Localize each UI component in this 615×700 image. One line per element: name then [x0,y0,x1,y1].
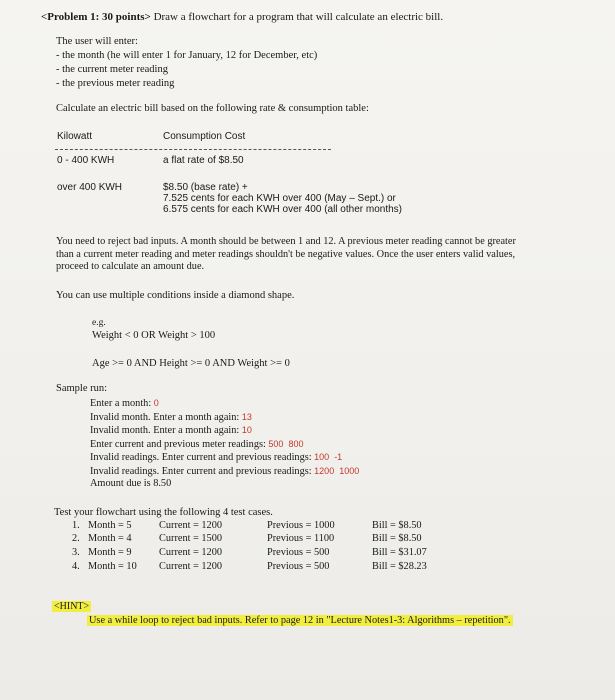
sample-line: Invalid month. Enter a month again: 13 [90,411,252,423]
sample-line: Invalid month. Enter a month again: 10 [90,425,252,436]
test-case-4: 4. Month = 10 Current = 1200 Previous = 500 Bill = $28.23 [72,561,427,572]
cost-line: 6.575 cents for each KWH over 400 (all other months) [163,204,403,215]
cost-line: 7.525 cents for each KWH over 400 (May – Sept.) or [163,193,396,204]
user-item: - the previous meter reading [56,78,175,89]
sample-line: Enter a month: 0 [90,398,159,409]
table-cell-cost-1: a flat rate of $8.50 [163,155,244,166]
problem-title: Draw a flowchart for a program that will calculate an electric bill. [150,11,444,23]
reject-line: proceed to calculate an amount due. [56,261,205,272]
calc-intro: Calculate an electric bill based on the following rate & consumption table: [56,103,369,114]
example-line-2: Age >= 0 AND Height >= 0 AND Weight >= 0 [92,358,290,369]
table-cell-cost-2 [163,182,402,215]
user-intro: The user will enter: [56,36,138,47]
table-divider [55,149,331,150]
test-intro: Test your flowchart using the following 4 test cases. [54,507,273,518]
table-header-cost: Consumption Cost [163,131,246,142]
test-case-1: 1. Month = 5 Current = 1200 Previous = 1000 Bill = $8.50 [72,520,422,531]
hint-text: Use a while loop to reject bad inputs. Refer to page 12 in "Lecture Notes1-3: Algorithms – repetition". [89,615,511,626]
hint-tag: <HINT> [54,601,90,612]
example-line-1: Weight < 0 OR Weight > 100 [92,330,216,341]
user-item: - the current meter reading [56,64,168,75]
reject-paragraph [56,236,516,274]
sample-run-label: Sample run: [56,383,108,394]
cost-line: $8.50 (base rate) + [163,182,248,193]
test-case-3: 3. Month = 9 Current = 1200 Previous = 500 Bill = $31.07 [72,547,427,558]
table-cell-kw-1: 0 - 400 KWH [57,155,115,166]
sample-line: Invalid readings. Enter current and previous readings: 1200 1000 [90,465,360,477]
table-header-kilowatt: Kilowatt [57,131,93,142]
multi-condition-note: You can use multiple conditions inside a diamond shape. [56,290,295,301]
sample-line: Amount due is 8.50 [90,478,172,489]
problem-tag: <Problem 1: 30 points> [41,11,151,23]
user-item: - the month (he will enter 1 for January, 12 for December, etc) [56,50,318,61]
test-cases [72,520,472,580]
reject-line: You need to reject bad inputs. A month should be between 1 and 12. A previous meter reading cannot be greater [56,236,516,247]
user-input-list [56,35,317,91]
sample-run-lines [90,397,359,491]
sample-line: Enter current and previous meter readings: 500 800 [90,438,304,450]
reject-line: than a current meter reading and meter readings shouldn't be negative values. Once the user enters valid values, [56,248,516,260]
problem-heading [41,11,443,23]
test-case-2: 2. Month = 4 Current = 1500 Previous = 1100 Bill = $8.50 [72,533,422,544]
example-eg: e.g. [92,318,106,328]
table-cell-kw-2: over 400 KWH [57,182,123,193]
sample-line: Invalid readings. Enter current and previous readings: 100 -1 [90,452,343,463]
